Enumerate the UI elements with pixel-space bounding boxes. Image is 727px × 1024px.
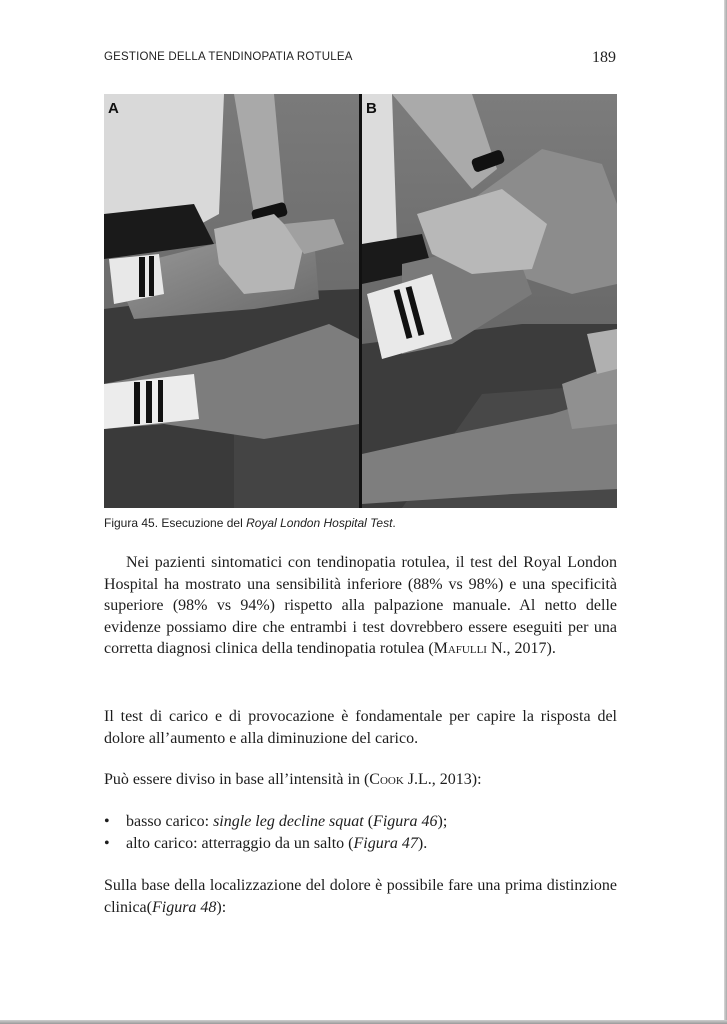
- page-edge-bottom: [0, 1020, 727, 1024]
- bullet-icon: •: [104, 813, 110, 830]
- photo-panel-b: [362, 94, 617, 508]
- paragraph-3-text: Può essere diviso in base all’intensità in (: [104, 771, 370, 788]
- paragraph-4-text: Sulla base della localizzazione del dolore è possibile fare una prima distinzione clinica(: [104, 877, 617, 916]
- list-item: • basso carico: single leg decline squat (Figura 46);: [104, 811, 617, 833]
- page-number: 189: [592, 49, 616, 66]
- paragraph-2: Il test di carico e di provocazione è fondamentale per capire la risposta del dolore all’aumento e alla diminuzione del carico.: [104, 708, 617, 747]
- list-item: • alto carico: atterraggio da un salto (Figura 47).: [104, 833, 617, 855]
- figure-ref-47: Figura 47: [353, 834, 418, 852]
- figure-panel-b: [362, 94, 617, 508]
- panel-a-label: A: [108, 100, 119, 117]
- bullet-icon: •: [104, 834, 110, 852]
- paragraph-4-end: ):: [216, 898, 227, 916]
- figure-45: [104, 94, 617, 508]
- paragraph-3-end: ):: [471, 771, 482, 788]
- caption-test-name: Royal London Hospital Test: [246, 516, 393, 530]
- figure-ref-48: Figura 48: [151, 898, 217, 916]
- figure-ref-46: Figura 46: [373, 813, 438, 830]
- panel-b-label: B: [366, 100, 377, 117]
- citation-mafulli: Mafulli N., 2017: [433, 640, 547, 657]
- running-head: GESTIONE DELLA TENDINOPATIA ROTULEA: [104, 51, 353, 63]
- figure-panel-a: [104, 94, 359, 508]
- figure-caption: [104, 516, 396, 530]
- load-list: [104, 811, 617, 854]
- paragraph-1-end: ).: [546, 640, 556, 657]
- paragraph-1-text: Nei pazienti sintomatici con tendinopatia rotulea, il test del Royal London Hospital ha mostrato una sensibilità inferiore (88% vs 98%) e una specificità superiore (98% vs 94%) rispetto alla palpazione manuale. Al netto delle evidenze possiamo dire che entrambi i test dovrebbero essere eseguiti per una corretta diagnosi clinica della tendinopatia rotulea (: [104, 554, 617, 657]
- paragraph-3: [104, 769, 617, 791]
- caption-prefix: Figura 45. Esecuzione del: [104, 516, 247, 530]
- citation-cook: Cook J.L., 2013: [369, 771, 472, 788]
- photo-panel-a: [104, 94, 359, 508]
- caption-suffix: .: [392, 516, 396, 530]
- paragraph-4: [104, 875, 617, 918]
- paragraph-1: [104, 552, 617, 660]
